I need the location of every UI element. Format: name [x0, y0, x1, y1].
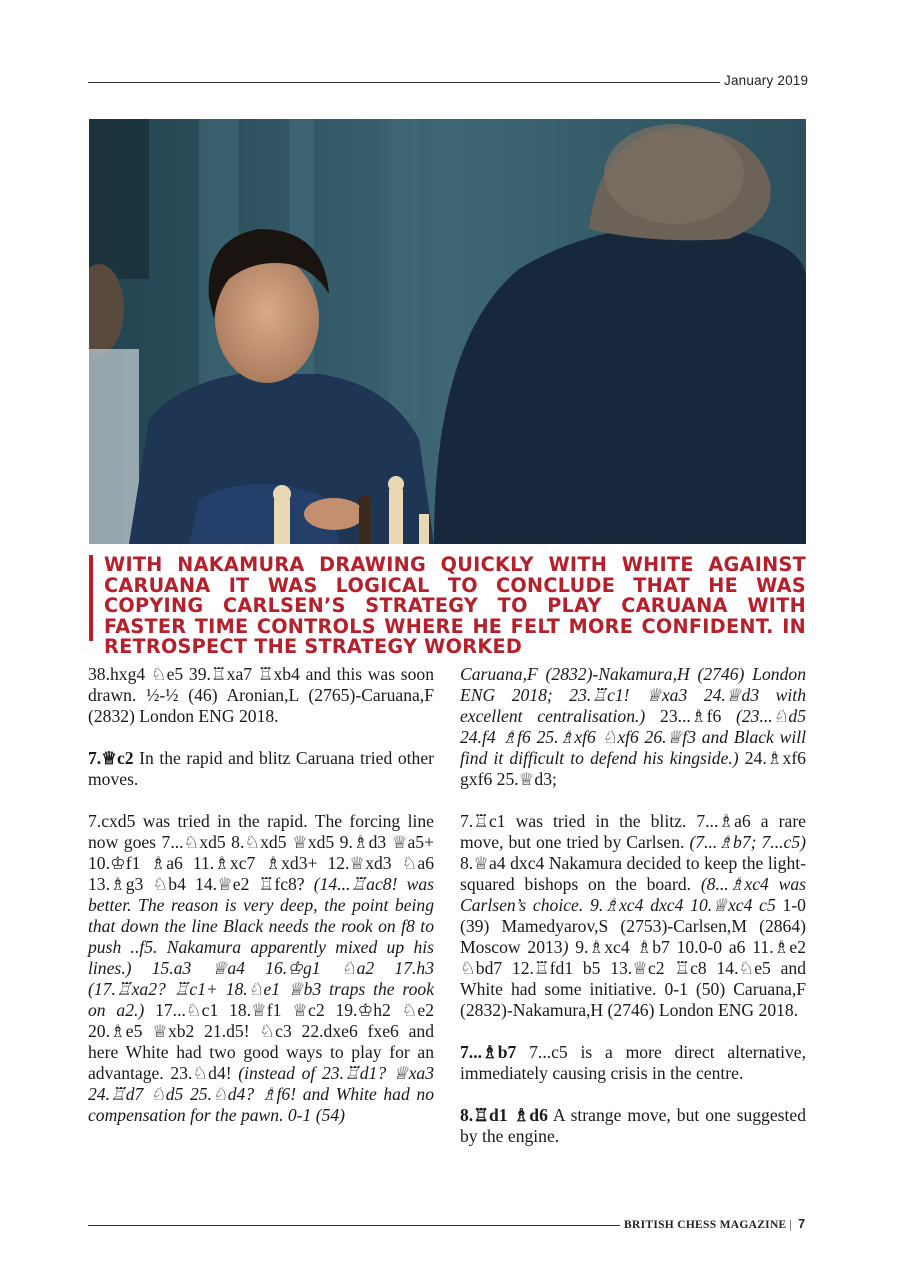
text: 7.♖c1 was tried in the blitz. 7...♗a6 a rare move, but one tried by Carlsen. — [460, 811, 806, 852]
magazine-name: BRITISH CHESS MAGAZINE — [624, 1219, 787, 1231]
variation: (8...♗xc4 was Carlsen’s choice. 9.♗xc4 dxc4 10.♕xc4 c5 — [460, 874, 806, 915]
paragraph — [460, 1042, 806, 1084]
move-label: 7...♗b7 — [460, 1042, 517, 1062]
right-column — [460, 664, 806, 1168]
paragraph — [88, 811, 434, 1126]
text: 7...c5 is a more direct alternative, immediately causing crisis in the centre. — [460, 1042, 806, 1083]
text: 24.♗xf6 gxf6 25.♕d3; — [460, 748, 806, 789]
paragraph — [460, 811, 806, 1021]
variation: (7...♗b7; 7...c5) — [689, 832, 806, 852]
text: 7.cxd5 was tried in the rapid. The forcing line now goes 7...♘xd5 8.♘xd5 ♕xd5 9.♗d3 ♕a5+ 10.♔f1 ♗a6 11.♗xc7 ♗xd3+ 12.♕xd3 ♘a6 13.♗g3 ♘b4 14.♕e2 ♖fc8? — [88, 811, 434, 894]
variation: (14...♖ac8! was better. The reason is very deep, the point being that down the line Black needs the rook on f8 to push ..f5. Nakamura apparently mixed up his lines.) 15.a3 ♕a4 16.♔g1 ♘a2 17.h3 (17.♖xa2? ♖c1+ 18.♘e1 ♕b3 traps the rook on a2.) — [88, 874, 434, 1020]
text: A strange move, but one suggested by the engine. — [460, 1105, 806, 1146]
footer-rule — [88, 1225, 620, 1226]
text: 8.♕a4 dxc4 Nakamura decided to keep the light-squared bishops on the board. — [460, 853, 806, 894]
text: 9.♗xc4 ♗b7 10.0-0 a6 11.♗e2 ♘bd7 12.♖fd1 b5 13.♕c2 ♖c8 14.♘e5 and White had some initiative. 0-1 (50) Caruana,F (2832)-Nakamura,H (2746) London ENG 2018. — [460, 937, 806, 1020]
footer-separator: | — [789, 1219, 793, 1231]
pull-quote — [89, 553, 806, 658]
variation: Caruana,F (2832)-Nakamura,H (2746) London ENG 2018; 23.♖c1! ♕xa3 24.♕d3 with excellent centralisation.) — [460, 664, 806, 726]
paragraph: 38.hxg4 ♘e5 39.♖xa7 ♖xb4 and this was soon drawn. ½-½ (46) Aronian,L (2765)-Caruana,F (2832) London ENG 2018. — [88, 664, 434, 726]
variation: (instead of 23.♖d1? ♕xa3 24.♖d7 ♘d5 25.♘d4? ♗f6! and White had no compensation for the pawn. 0-1 (54) — [88, 1063, 434, 1125]
text: 17...♘c1 18.♕f1 ♕c2 19.♔h2 ♘e2 20.♗e5 ♕xb2 21.d5! ♘c3 22.dxe6 fxe6 and here White had two good ways to play for an advantage. 23.♘d4! — [88, 1000, 435, 1083]
move-label: 8.♖d1 ♗d6 — [460, 1105, 548, 1125]
variation: (23...♘d5 24.f4 ♗f6 25.♗xf6 ♘xf6 26.♕f3 and Black will find it difficult to defend his kingside.) — [460, 706, 807, 768]
header-rule — [88, 82, 720, 83]
variation: ) — [562, 937, 569, 957]
photo-illustration — [89, 119, 806, 544]
text: 1-0 (39) Mamedyarov,S (2753)-Carlsen,M (2864) Moscow 2013 — [460, 895, 806, 957]
left-column — [88, 664, 434, 1147]
issue-date: January 2019 — [724, 73, 809, 88]
page-number: 7 — [798, 1217, 806, 1231]
pull-quote-text: WITH NAKAMURA DRAWING QUICKLY WITH WHITE AGAINST CARUANA IT WAS LOGICAL TO CONCLUDE THAT HE WAS COPYING CARLSEN’S STRATEGY TO PLAY CARUANA WITH FASTER TIME CONTROLS WHERE HE FELT MORE CONFIDENT. IN RETROSPECT THE STRATEGY WORKED — [104, 553, 806, 658]
text: 23...♗f6 — [645, 706, 736, 726]
paragraph — [460, 664, 806, 790]
paragraph — [88, 748, 434, 790]
move-label: 7.♕c2 — [88, 748, 134, 768]
chess-players-photo — [89, 119, 806, 544]
footer — [624, 1217, 805, 1231]
text: In the rapid and blitz Caruana tried other moves. — [88, 748, 434, 789]
paragraph — [460, 1105, 806, 1147]
